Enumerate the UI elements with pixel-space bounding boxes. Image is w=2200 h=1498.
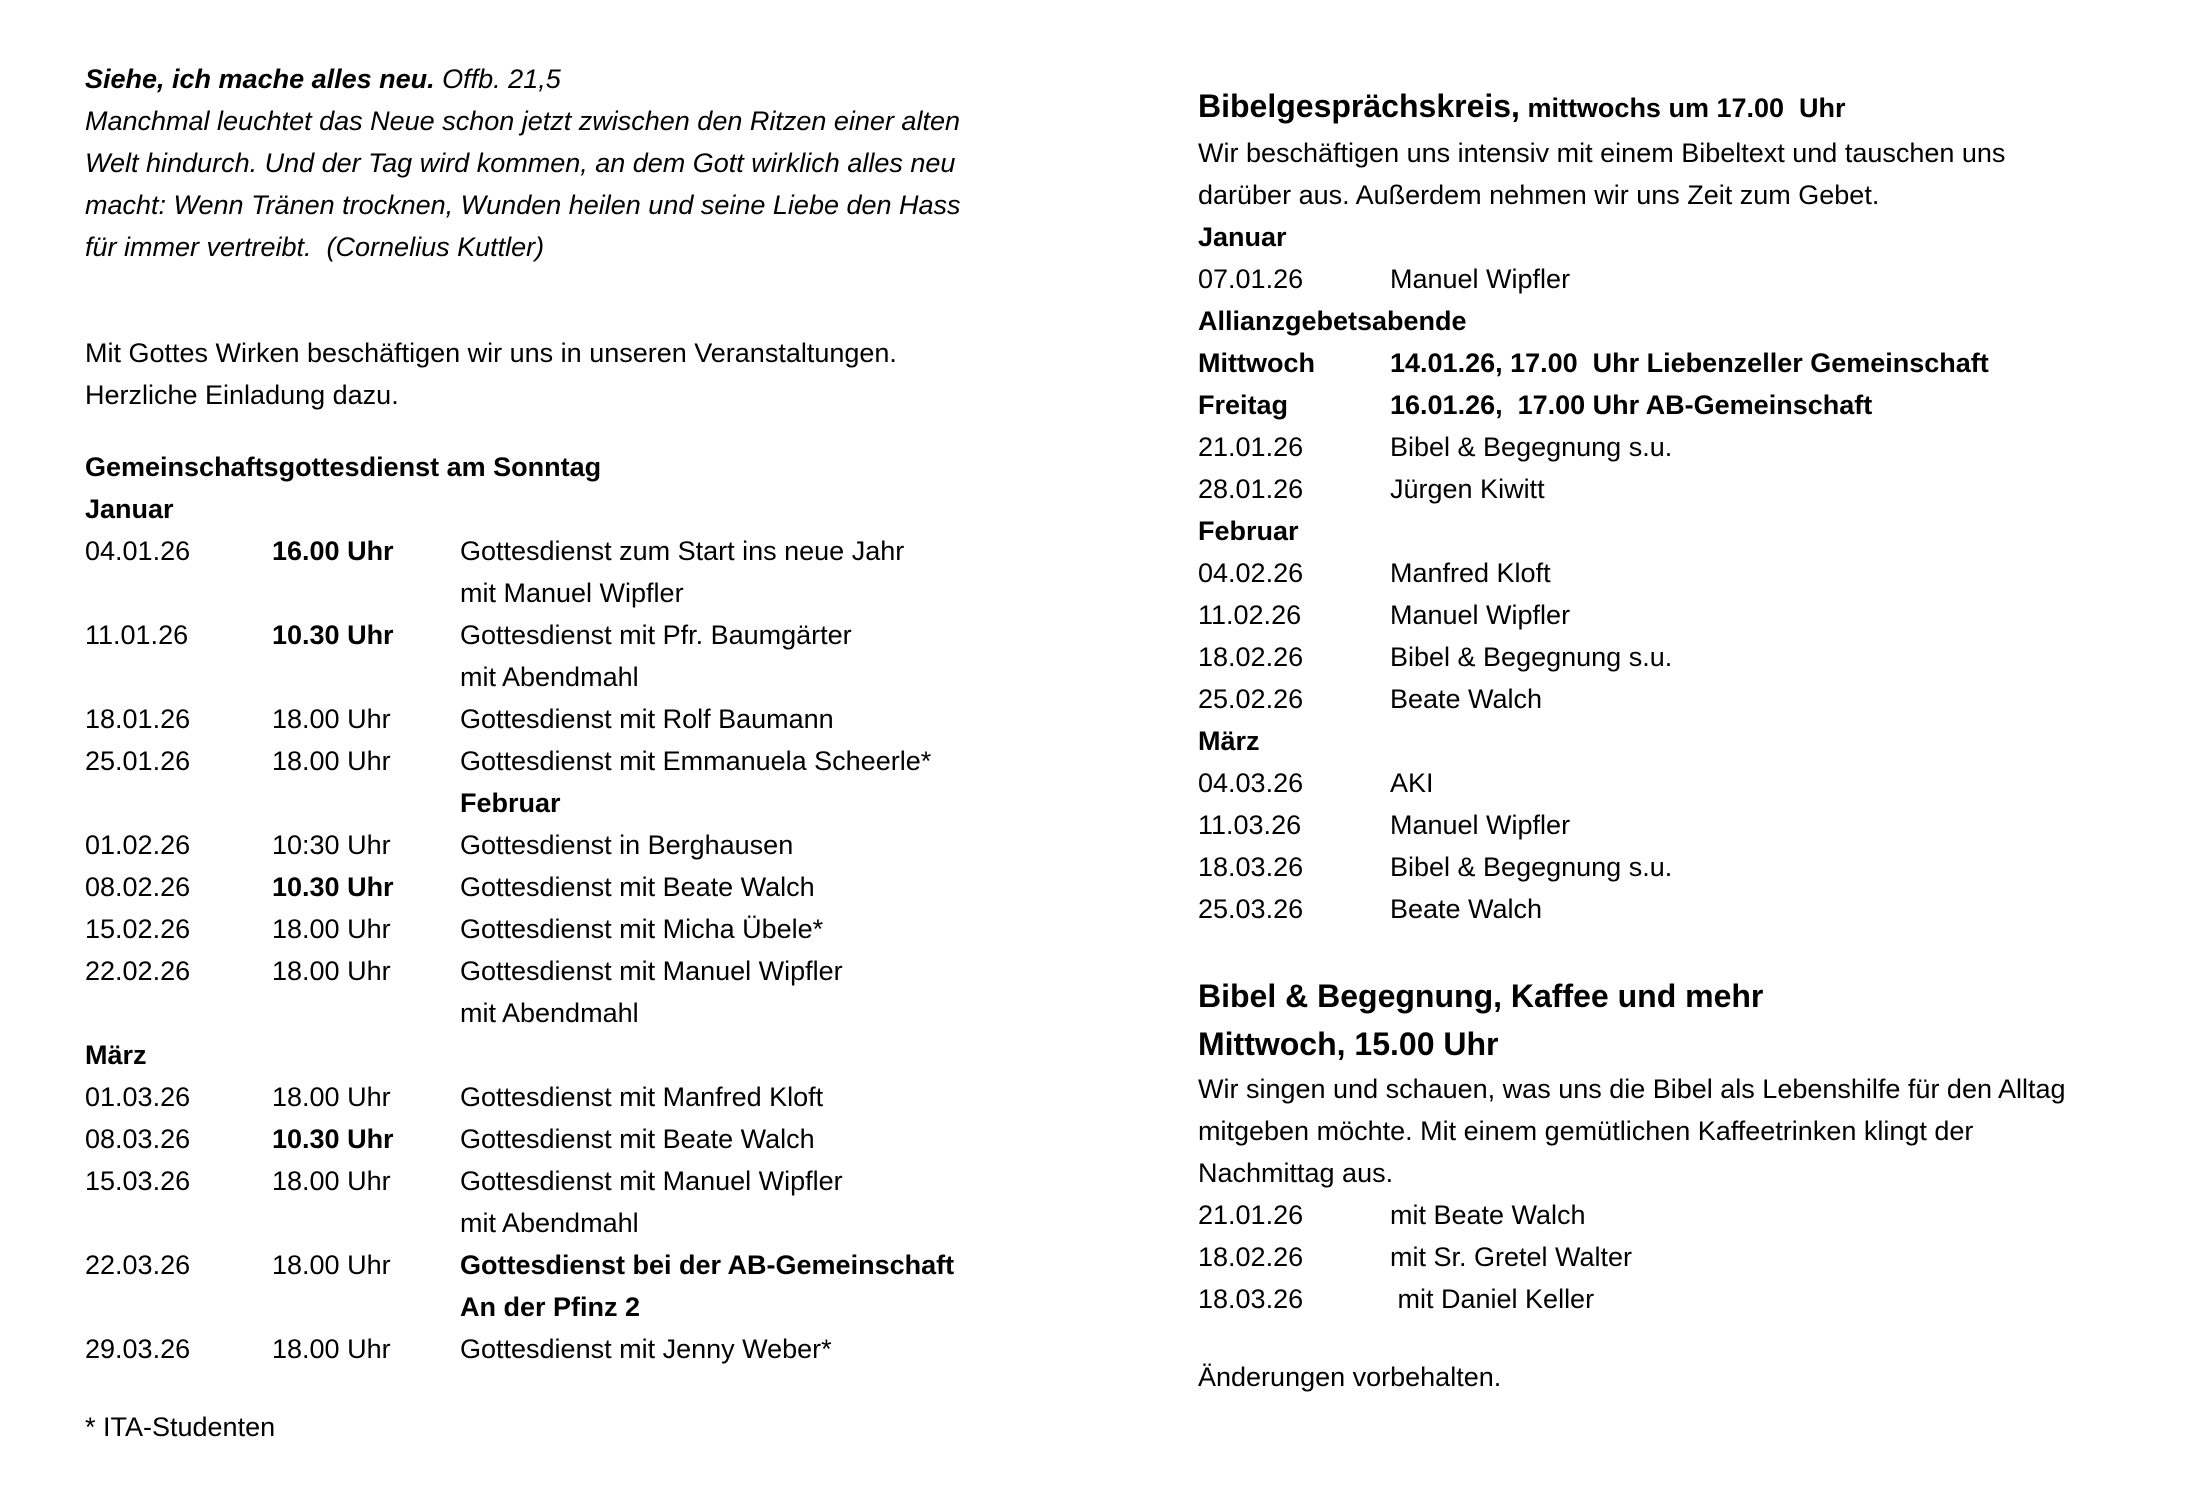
schedule-row [1198, 384, 2138, 426]
time-cell: 18.00 Uhr [272, 1166, 391, 1196]
description-cell: mit Abendmahl [460, 1208, 639, 1238]
date-cell: 01.02.26 [85, 830, 191, 860]
date-cell: 04.03.26 [1198, 768, 1304, 798]
spacer [1198, 1320, 2138, 1356]
date-cell [85, 1202, 272, 1244]
date-cell: 18.01.26 [85, 704, 191, 734]
schedule-row [85, 1034, 1045, 1076]
time-cell [272, 782, 460, 824]
service-section-title: Gemeinschaftsgottesdienst am Sonntag [85, 452, 602, 482]
schedule-row [1198, 762, 2138, 804]
bibelkreis-intro-line: Wir beschäftigen uns intensiv mit einem Bibeltext und tauschen uns [1198, 138, 2006, 168]
detail-cell: mit Daniel Keller [1390, 1284, 1595, 1314]
date-cell: 22.03.26 [85, 1250, 191, 1280]
detail-cell: Manuel Wipfler [1390, 264, 1571, 294]
schedule-row [1198, 468, 2138, 510]
date-cell: 18.03.26 [1198, 1284, 1304, 1314]
date-cell: 08.02.26 [85, 872, 191, 902]
date-cell: 01.03.26 [85, 1082, 191, 1112]
schedule-row [1198, 552, 2138, 594]
detail-cell: Beate Walch [1390, 894, 1543, 924]
time-cell: 18.00 Uhr [272, 1250, 391, 1280]
date-cell: 18.02.26 [1198, 642, 1304, 672]
time-cell: 18.00 Uhr [272, 1334, 391, 1364]
schedule-row [85, 1202, 1045, 1244]
schedule-row [1198, 258, 2138, 300]
schedule-row [1198, 342, 2138, 384]
time-cell [272, 1286, 460, 1328]
time-cell: 10:30 Uhr [272, 830, 391, 860]
detail-cell [1390, 720, 2138, 762]
detail-cell [1390, 510, 2138, 552]
bibelkreis-intro-line: darüber aus. Außerdem nehmen wir uns Zeit zum Gebet. [1198, 180, 1880, 210]
description-cell: An der Pfinz 2 [460, 1292, 641, 1322]
detail-cell: AKI [1390, 768, 1434, 798]
verse-text: Siehe, ich mache alles neu. [85, 64, 435, 94]
detail-cell: Bibel & Begegnung s.u. [1390, 642, 1673, 672]
date-cell: 18.03.26 [1198, 852, 1304, 882]
date-cell: 18.02.26 [1198, 1242, 1304, 1272]
detail-cell: Bibel & Begegnung s.u. [1390, 852, 1673, 882]
date-cell: Mittwoch [1198, 348, 1315, 378]
detail-cell: Beate Walch [1390, 684, 1543, 714]
time-cell: 10.30 Uhr [272, 620, 394, 650]
changes-notice: Änderungen vorbehalten. [1198, 1362, 1502, 1392]
date-cell: Januar [1198, 222, 1287, 252]
begegnung-intro-line: Nachmittag aus. [1198, 1158, 1394, 1188]
date-cell: 11.03.26 [1198, 810, 1302, 840]
date-cell [85, 656, 272, 698]
date-cell [85, 1286, 272, 1328]
description-cell: Gottesdienst mit Emmanuela Scheerle* [460, 746, 932, 776]
service-schedule-table [85, 530, 1045, 1370]
schedule-row [1198, 1194, 2138, 1236]
time-cell: 10.30 Uhr [272, 1124, 394, 1154]
time-cell: 10.30 Uhr [272, 872, 394, 902]
schedule-row [1198, 846, 2138, 888]
date-cell: 29.03.26 [85, 1334, 191, 1364]
date-cell: 22.02.26 [85, 956, 191, 986]
date-cell: Allianzgebetsabende [1198, 306, 1467, 336]
spacer [85, 268, 1045, 332]
date-cell: 28.01.26 [1198, 474, 1304, 504]
date-cell: 15.03.26 [85, 1166, 191, 1196]
quote-line: Welt hindurch. Und der Tag wird kommen, an dem Gott wirklich alles neu [85, 148, 956, 178]
description-cell: Gottesdienst mit Manfred Kloft [460, 1082, 824, 1112]
description-cell: Gottesdienst mit Pfr. Baumgärter [460, 620, 852, 650]
detail-cell: Bibel & Begegnung s.u. [1390, 432, 1673, 462]
begegnung-intro-line: Wir singen und schauen, was uns die Bibel als Lebenshilfe für den Alltag [1198, 1074, 2066, 1104]
verse-reference: Offb. 21,5 [434, 64, 561, 94]
date-cell: 04.02.26 [1198, 558, 1304, 588]
schedule-row [1198, 510, 2138, 552]
schedule-row [85, 866, 1045, 908]
time-cell [272, 572, 460, 614]
schedule-row [1198, 1236, 2138, 1278]
date-cell: 21.01.26 [1198, 1200, 1304, 1230]
schedule-row [1198, 426, 2138, 468]
time-cell: 18.00 Uhr [272, 704, 391, 734]
description-cell: Gottesdienst mit Rolf Baumann [460, 704, 834, 734]
quote-line: macht: Wenn Tränen trocknen, Wunden heilen und seine Liebe den Hass [85, 190, 961, 220]
schedule-row [85, 1328, 1045, 1370]
date-cell: 11.02.26 [1198, 600, 1302, 630]
spacer [85, 1370, 1045, 1406]
bibelkreis-title-time: mittwochs um 17.00 Uhr [1519, 93, 1846, 123]
time-cell [272, 656, 460, 698]
schedule-row [85, 1118, 1045, 1160]
detail-cell: Manuel Wipfler [1390, 600, 1571, 630]
spacer [1198, 930, 2138, 972]
description-cell: Gottesdienst mit Manuel Wipfler [460, 1166, 843, 1196]
detail-cell: 14.01.26, 17.00 Uhr Liebenzeller Gemeinschaft [1390, 348, 1989, 378]
time-cell: 16.00 Uhr [272, 536, 394, 566]
date-cell: 25.02.26 [1198, 684, 1304, 714]
begegnung-intro-line: mitgeben möchte. Mit einem gemütlichen Kaffeetrinken klingt der [1198, 1116, 1974, 1146]
description-cell: Februar [460, 788, 561, 818]
date-cell [85, 782, 272, 824]
schedule-row [85, 782, 1045, 824]
time-cell: 18.00 Uhr [272, 746, 391, 776]
description-cell: Gottesdienst zum Start ins neue Jahr [460, 536, 905, 566]
right-column [1198, 82, 2138, 1398]
date-cell: Februar [1198, 516, 1299, 546]
date-cell: Freitag [1198, 390, 1289, 420]
description-cell: mit Manuel Wipfler [460, 578, 684, 608]
schedule-row [1198, 216, 2138, 258]
time-cell: 18.00 Uhr [272, 956, 391, 986]
begegnung-schedule-table [1198, 1194, 2138, 1320]
bibelkreis-schedule-table [1198, 216, 2138, 930]
description-cell: mit Abendmahl [460, 998, 639, 1028]
time-cell [272, 1202, 460, 1244]
date-cell: 08.03.26 [85, 1124, 191, 1154]
schedule-row [85, 1076, 1045, 1118]
schedule-row [85, 992, 1045, 1034]
detail-cell: mit Beate Walch [1390, 1200, 1586, 1230]
schedule-row [1198, 888, 2138, 930]
schedule-row [1198, 804, 2138, 846]
description-cell: Gottesdienst mit Manuel Wipfler [460, 956, 843, 986]
verse-heading [85, 58, 1045, 100]
schedule-row [1198, 1278, 2138, 1320]
bibelkreis-title-main: Bibelgesprächskreis, [1198, 88, 1520, 124]
begegnung-title-line1: Bibel & Begegnung, Kaffee und mehr [1198, 978, 1764, 1014]
schedule-row [85, 614, 1045, 656]
schedule-row [85, 908, 1045, 950]
description-cell: Gottesdienst mit Jenny Weber* [460, 1334, 832, 1364]
quote-line: Manchmal leuchtet das Neue schon jetzt zwischen den Ritzen einer alten [85, 106, 960, 136]
left-column [85, 58, 1045, 1448]
time-cell: 18.00 Uhr [272, 914, 391, 944]
schedule-row [85, 656, 1045, 698]
month-header-januar: Januar [85, 494, 174, 524]
detail-cell: Manfred Kloft [1390, 558, 1551, 588]
schedule-row [85, 572, 1045, 614]
date-cell [85, 992, 272, 1034]
description-cell: mit Abendmahl [460, 662, 639, 692]
schedule-row [1198, 594, 2138, 636]
schedule-row [1198, 636, 2138, 678]
detail-cell: Manuel Wipfler [1390, 810, 1571, 840]
date-cell: 04.01.26 [85, 536, 191, 566]
date-cell: März [85, 1040, 147, 1070]
description-cell [460, 1034, 1045, 1076]
time-cell [272, 992, 460, 1034]
intro-line: Herzliche Einladung dazu. [85, 380, 399, 410]
schedule-row [85, 1244, 1045, 1286]
detail-cell: Jürgen Kiwitt [1390, 474, 1545, 504]
date-cell: 11.01.26 [85, 620, 189, 650]
description-cell: Gottesdienst mit Beate Walch [460, 872, 815, 902]
schedule-row [1198, 678, 2138, 720]
date-cell [85, 572, 272, 614]
quote-line: für immer vertreibt. (Cornelius Kuttler) [85, 232, 545, 262]
schedule-row [85, 1286, 1045, 1328]
time-cell: 18.00 Uhr [272, 1082, 391, 1112]
schedule-row [85, 698, 1045, 740]
date-cell: März [1198, 726, 1260, 756]
footnote: * ITA-Studenten [85, 1412, 276, 1442]
begegnung-title-line2: Mittwoch, 15.00 Uhr [1198, 1026, 1499, 1062]
description-cell: Gottesdienst mit Micha Übele* [460, 914, 824, 944]
detail-cell [1390, 300, 2138, 342]
schedule-row [85, 530, 1045, 572]
schedule-row [85, 950, 1045, 992]
time-cell [272, 1034, 460, 1076]
schedule-row [85, 824, 1045, 866]
date-cell: 25.03.26 [1198, 894, 1304, 924]
schedule-row [1198, 720, 2138, 762]
date-cell: 25.01.26 [85, 746, 191, 776]
schedule-row [85, 740, 1045, 782]
detail-cell: mit Sr. Gretel Walter [1390, 1242, 1633, 1272]
description-cell: Gottesdienst bei der AB-Gemeinschaft [460, 1250, 955, 1280]
schedule-row [85, 1160, 1045, 1202]
detail-cell: 16.01.26, 17.00 Uhr AB-Gemeinschaft [1390, 390, 1873, 420]
date-cell: 07.01.26 [1198, 264, 1304, 294]
description-cell: Gottesdienst mit Beate Walch [460, 1124, 815, 1154]
date-cell: 21.01.26 [1198, 432, 1304, 462]
bibelkreis-title [1198, 82, 2138, 132]
spacer [85, 416, 1045, 446]
date-cell: 15.02.26 [85, 914, 191, 944]
detail-cell [1390, 216, 2138, 258]
description-cell: Gottesdienst in Berghausen [460, 830, 794, 860]
schedule-row [1198, 300, 2138, 342]
intro-line: Mit Gottes Wirken beschäftigen wir uns in unseren Veranstaltungen. [85, 338, 897, 368]
